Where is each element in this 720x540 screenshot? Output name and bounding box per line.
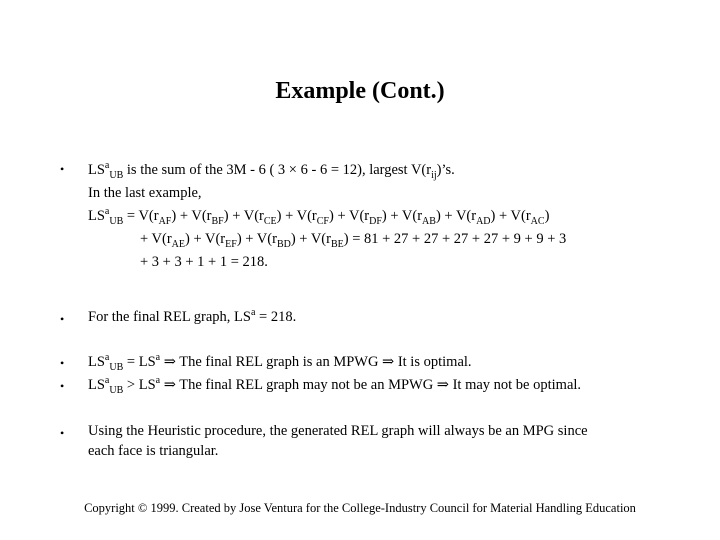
- bullet-marker: •: [60, 162, 65, 176]
- bullet-marker: •: [60, 312, 65, 326]
- bullet-3-text: $LS^a_{UB} = LS^a$ ⇒ The final REL graph is an MPWG ⇒ It is optimal.: [88, 352, 472, 373]
- bullet-5-line-2: each face is triangular.: [88, 443, 219, 459]
- bullet-1-line-1: $LS^a_{UB}$ is the sum of the 3M - 6 ( 3 × 6 - 6 = 12), largest $V(r_{ij})’s$.: [88, 160, 455, 181]
- bullet-1-line-2: In the last example,: [88, 185, 202, 201]
- bullet-marker: •: [60, 356, 65, 370]
- bullet-1-line-4: + $V(r_{AE}) + V(r_{EF}) + V(r_{BD}) + V(r_{BE}) = 81 + 27 + 27 + 27 + 27 + 9 + 9 + 3$: [140, 231, 567, 250]
- bullet-marker: •: [60, 379, 65, 393]
- copyright-footer: Copyright © 1999. Created by Jose Ventura for the College-Industry Council for Material Handling Education: [84, 501, 636, 515]
- slide-title: Example (Cont.): [275, 78, 445, 104]
- bullet-marker: •: [60, 426, 65, 440]
- bullet-2-text: For the final REL graph, $LS^a = 218$.: [88, 307, 297, 325]
- bullet-1-line-3: $LS^a_{UB} = V(r_{AF}) + V(r_{BF}) + V(r_{CE}) + V(r_{CF}) + V(r_{DF}) + V(r_{AB}) + V(r_{AD}) + V(r_{AC})$: [88, 206, 550, 227]
- bullet-5-line-1: Using the Heuristic procedure, the generated REL graph will always be an MPG since: [88, 423, 588, 439]
- bullet-1-line-5: + 3 + 3 + 1 + 1 = 218.: [140, 254, 268, 270]
- bullet-4-text: $LS^a_{UB} > LS^a$ ⇒ The final REL graph may not be an MPWG ⇒ It may not be optimal.: [88, 375, 582, 396]
